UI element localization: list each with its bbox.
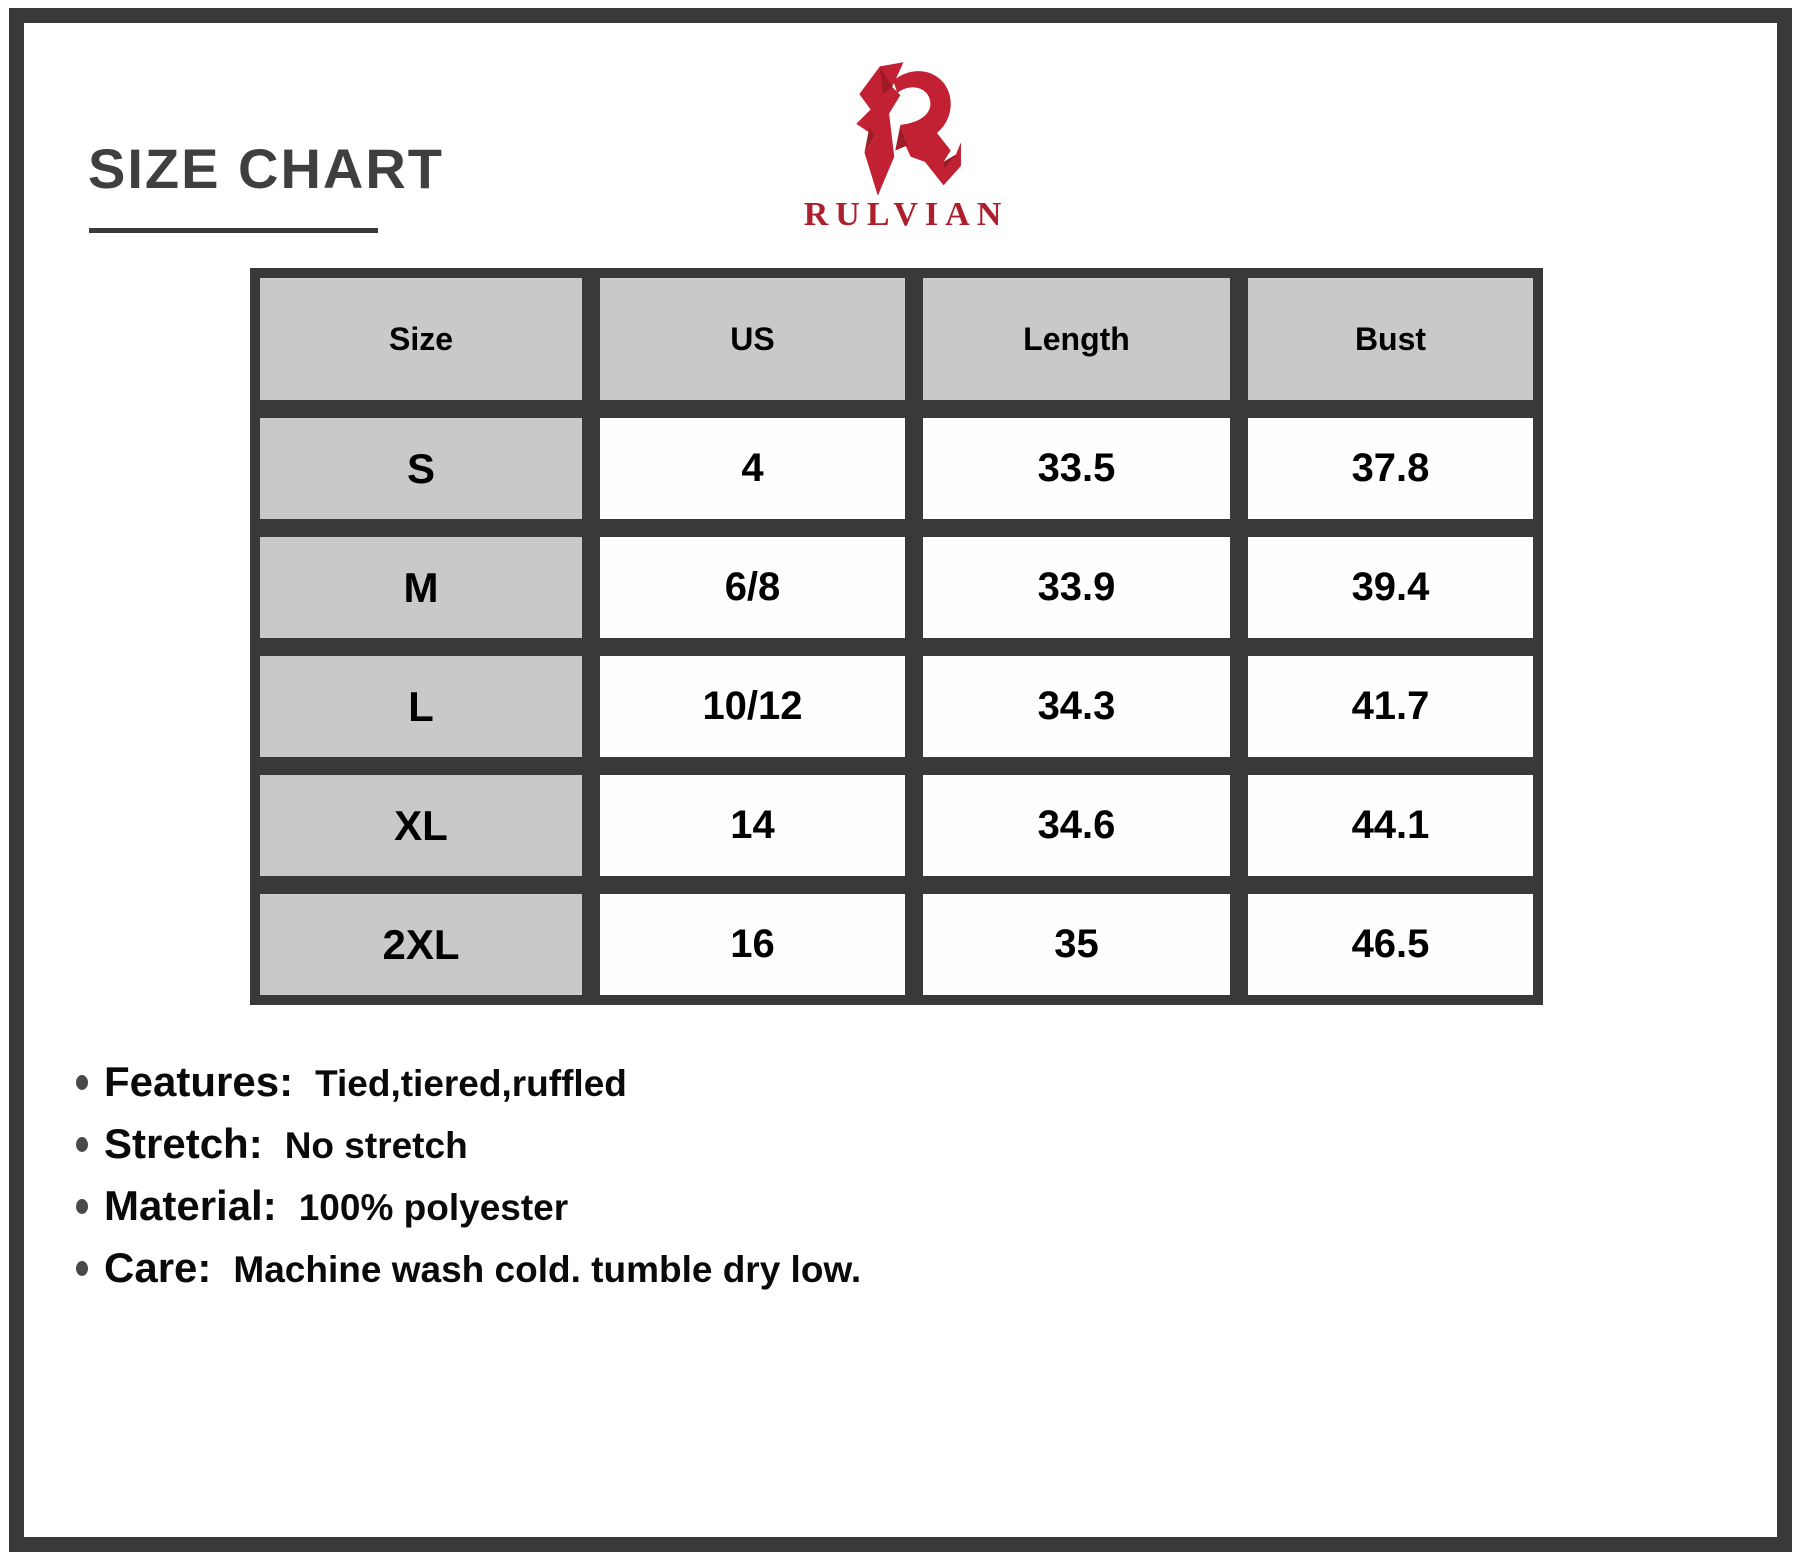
value-cell: 10/12 (600, 656, 905, 757)
header-cell-bust: Bust (1248, 278, 1533, 400)
value-cell: 35 (923, 894, 1230, 995)
value-cell: 14 (600, 775, 905, 876)
value-cell: 44.1 (1248, 775, 1533, 876)
detail-value: Machine wash cold. tumble dry low. (233, 1249, 862, 1290)
detail-item-features (76, 1058, 861, 1120)
detail-value: 100% polyester (298, 1187, 569, 1228)
detail-value: Tied,tiered,ruffled (315, 1063, 627, 1104)
header-cell-length: Length (923, 278, 1230, 400)
bullet-icon (76, 1199, 88, 1214)
value-cell: 46.5 (1248, 894, 1533, 995)
bullet-icon (76, 1075, 88, 1090)
value-cell: 37.8 (1248, 418, 1533, 519)
value-cell: 34.3 (923, 656, 1230, 757)
size-cell: S (260, 418, 582, 519)
detail-label: Features: (104, 1058, 294, 1105)
detail-value: No stretch (284, 1125, 468, 1166)
size-cell: 2XL (260, 894, 582, 995)
value-cell: 16 (600, 894, 905, 995)
detail-item-material (76, 1182, 861, 1244)
detail-item-stretch (76, 1120, 861, 1182)
bullet-icon (76, 1137, 88, 1152)
size-chart-table (250, 268, 1543, 1005)
product-details-list (76, 1058, 861, 1306)
page-title: SIZE CHART (88, 137, 444, 200)
detail-label: Stretch: (104, 1120, 263, 1167)
value-cell: 6/8 (600, 537, 905, 638)
detail-label: Material: (104, 1182, 277, 1229)
header-cell-size: Size (260, 278, 582, 400)
size-cell: XL (260, 775, 582, 876)
value-cell: 34.6 (923, 775, 1230, 876)
title-underline (89, 228, 378, 233)
value-cell: 39.4 (1248, 537, 1533, 638)
bullet-icon (76, 1261, 88, 1276)
brand-name: RULVIAN (803, 196, 1009, 233)
value-cell: 33.9 (923, 537, 1230, 638)
size-cell: L (260, 656, 582, 757)
value-cell: 4 (600, 418, 905, 519)
value-cell: 33.5 (923, 418, 1230, 519)
value-cell: 41.7 (1248, 656, 1533, 757)
brand-logo-icon (846, 62, 962, 198)
detail-label: Care: (104, 1244, 212, 1291)
header-cell-us: US (600, 278, 905, 400)
size-cell: M (260, 537, 582, 638)
detail-item-care (76, 1244, 861, 1306)
